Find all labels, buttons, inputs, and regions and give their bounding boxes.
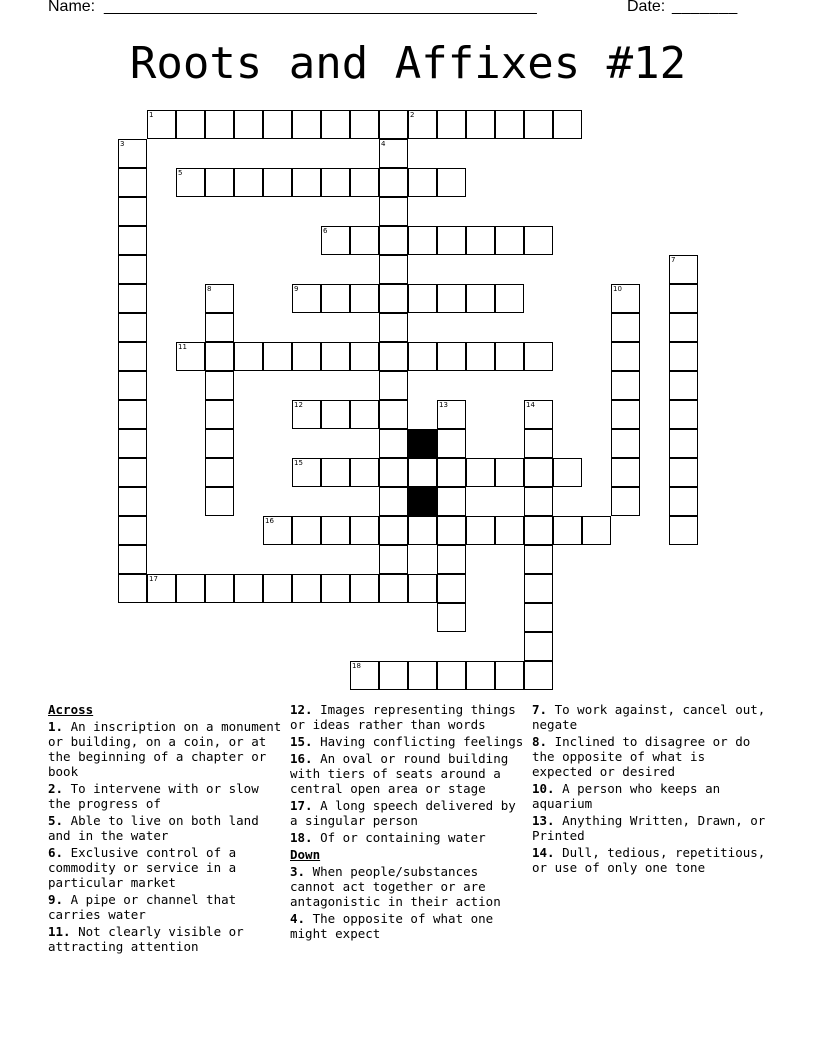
clue-number: 6 xyxy=(323,227,328,235)
grid-cell[interactable] xyxy=(669,487,698,516)
grid-cell[interactable] xyxy=(176,574,205,603)
grid-cell[interactable] xyxy=(669,313,698,342)
grid-cell[interactable] xyxy=(495,284,524,313)
grid-cell[interactable] xyxy=(408,342,437,371)
grid-cell[interactable] xyxy=(437,342,466,371)
grid-cell[interactable] xyxy=(495,458,524,487)
grid-cell[interactable] xyxy=(234,168,263,197)
grid-cell[interactable] xyxy=(408,516,437,545)
grid-cell[interactable] xyxy=(350,168,379,197)
clue-number: 5 xyxy=(178,169,183,177)
grid-cell[interactable] xyxy=(524,487,553,516)
grid-cell[interactable] xyxy=(118,139,147,168)
grid-cell[interactable] xyxy=(118,458,147,487)
grid-cell[interactable] xyxy=(524,342,553,371)
grid-cell[interactable] xyxy=(437,574,466,603)
grid-cell[interactable] xyxy=(524,574,553,603)
grid-cell[interactable] xyxy=(524,226,553,255)
grid-cell[interactable] xyxy=(669,458,698,487)
grid-cell[interactable] xyxy=(524,661,553,690)
grid-cell[interactable] xyxy=(466,226,495,255)
grid-cell[interactable] xyxy=(524,458,553,487)
grid-cell[interactable] xyxy=(292,400,321,429)
grid-cell[interactable] xyxy=(350,284,379,313)
grid-cell[interactable] xyxy=(350,458,379,487)
grid-cell[interactable] xyxy=(205,487,234,516)
grid-cell[interactable] xyxy=(292,110,321,139)
grid-cell[interactable] xyxy=(437,429,466,458)
clue-number: 17 xyxy=(149,575,158,583)
grid-cell[interactable] xyxy=(408,110,437,139)
grid-cell[interactable] xyxy=(466,110,495,139)
grid-cell[interactable] xyxy=(408,168,437,197)
clue-across-9: 9. A pipe or channel that carries water xyxy=(48,892,237,922)
clue-across-5: 5. Able to live on both land and in the water xyxy=(48,813,259,843)
grid-cell[interactable] xyxy=(321,574,350,603)
grid-cell[interactable] xyxy=(495,226,524,255)
grid-cell[interactable] xyxy=(292,574,321,603)
grid-cell[interactable] xyxy=(437,110,466,139)
grid-cell[interactable] xyxy=(524,429,553,458)
clue-number: 12 xyxy=(294,401,303,409)
grid-cell[interactable] xyxy=(379,313,408,342)
grid-cell[interactable] xyxy=(205,371,234,400)
grid-cell[interactable] xyxy=(321,110,350,139)
grid-cell[interactable] xyxy=(669,371,698,400)
grid-cell[interactable] xyxy=(437,487,466,516)
grid-cell[interactable] xyxy=(205,429,234,458)
black-square xyxy=(408,429,437,458)
grid-cell[interactable] xyxy=(176,110,205,139)
grid-cell[interactable] xyxy=(408,284,437,313)
grid-cell[interactable] xyxy=(379,226,408,255)
grid-cell[interactable] xyxy=(379,545,408,574)
grid-cell[interactable] xyxy=(437,661,466,690)
grid-cell[interactable] xyxy=(176,168,205,197)
grid-cell[interactable] xyxy=(611,284,640,313)
grid-cell[interactable] xyxy=(118,574,147,603)
clue-across-6: 6. Exclusive control of a commodity or service in a particular market xyxy=(48,845,237,890)
grid-cell[interactable] xyxy=(292,342,321,371)
grid-cell[interactable] xyxy=(611,313,640,342)
grid-cell[interactable] xyxy=(234,110,263,139)
grid-cell[interactable] xyxy=(379,139,408,168)
clue-across-17: 17. A long speech delivered by a singular person xyxy=(290,798,516,828)
grid-cell[interactable] xyxy=(321,516,350,545)
clue-across-11: 11. Not clearly visible or attracting attention xyxy=(48,924,244,954)
grid-cell[interactable] xyxy=(466,516,495,545)
grid-cell[interactable] xyxy=(466,458,495,487)
grid-cell[interactable] xyxy=(205,342,234,371)
grid-cell[interactable] xyxy=(205,458,234,487)
grid-cell[interactable] xyxy=(437,545,466,574)
name-label: Name: xyxy=(48,0,96,15)
grid-cell[interactable] xyxy=(379,487,408,516)
grid-cell[interactable] xyxy=(669,429,698,458)
grid-cell[interactable] xyxy=(205,284,234,313)
grid-cell[interactable] xyxy=(495,661,524,690)
clue-number: 9 xyxy=(294,285,299,293)
grid-cell[interactable] xyxy=(495,516,524,545)
grid-cell[interactable] xyxy=(263,342,292,371)
grid-cell[interactable] xyxy=(466,661,495,690)
clue-down-13: 13. Anything Written, Drawn, or Printed xyxy=(532,813,766,843)
grid-cell[interactable] xyxy=(669,342,698,371)
grid-cell[interactable] xyxy=(263,516,292,545)
clue-down-8: 8. Inclined to disagree or do the opposite of what is expected or desired xyxy=(532,734,751,779)
grid-cell[interactable] xyxy=(350,342,379,371)
grid-cell[interactable] xyxy=(379,458,408,487)
grid-cell[interactable] xyxy=(669,284,698,313)
grid-cell[interactable] xyxy=(408,574,437,603)
clue-down-4: 4. The opposite of what one might expect xyxy=(290,911,494,941)
clue-number: 1 xyxy=(149,111,154,119)
clue-down-7: 7. To work against, cancel out, negate xyxy=(532,702,766,732)
grid-cell[interactable] xyxy=(553,516,582,545)
grid-cell[interactable] xyxy=(379,110,408,139)
clue-number: 13 xyxy=(439,401,448,409)
clue-down-14: 14. Dull, tedious, repetitious, or use of only one tone xyxy=(532,845,766,875)
clues-column-2 xyxy=(290,702,530,943)
grid-cell[interactable] xyxy=(205,168,234,197)
grid-cell[interactable] xyxy=(379,661,408,690)
grid-cell[interactable] xyxy=(205,400,234,429)
grid-cell[interactable] xyxy=(118,400,147,429)
clue-number: 14 xyxy=(526,401,535,409)
grid-cell[interactable] xyxy=(611,400,640,429)
grid-cell[interactable] xyxy=(611,429,640,458)
grid-cell[interactable] xyxy=(669,400,698,429)
grid-cell[interactable] xyxy=(350,226,379,255)
grid-cell[interactable] xyxy=(321,168,350,197)
grid-cell[interactable] xyxy=(437,168,466,197)
clue-down-3: 3. When people/substances cannot act together or are antagonistic in their action xyxy=(290,864,501,909)
grid-cell[interactable] xyxy=(321,400,350,429)
across-heading: Across xyxy=(48,702,94,717)
grid-cell[interactable] xyxy=(379,516,408,545)
grid-cell[interactable] xyxy=(582,516,611,545)
clue-across-18: 18. Of or containing water xyxy=(290,830,486,845)
grid-cell[interactable] xyxy=(408,661,437,690)
clue-across-1: 1. An inscription on a monument or building, on a coin, or at the beginning of a chapter or book xyxy=(48,719,282,779)
grid-cell[interactable] xyxy=(118,284,147,313)
clue-number: 10 xyxy=(613,285,622,293)
grid-cell[interactable] xyxy=(611,371,640,400)
grid-cell[interactable] xyxy=(118,487,147,516)
clue-across-16: 16. An oval or round building with tiers of seats around a central open area or stage xyxy=(290,751,509,796)
grid-cell[interactable] xyxy=(466,284,495,313)
grid-cell[interactable] xyxy=(118,197,147,226)
clue-number: 16 xyxy=(265,517,274,525)
black-square xyxy=(408,487,437,516)
clue-across-15: 15. Having conflicting feelings xyxy=(290,734,524,749)
grid-cell[interactable] xyxy=(437,458,466,487)
grid-cell[interactable] xyxy=(118,429,147,458)
grid-cell[interactable] xyxy=(292,284,321,313)
grid-cell[interactable] xyxy=(379,574,408,603)
grid-cell[interactable] xyxy=(205,313,234,342)
grid-cell[interactable] xyxy=(379,197,408,226)
grid-cell[interactable] xyxy=(379,371,408,400)
grid-cell[interactable] xyxy=(321,458,350,487)
grid-cell[interactable] xyxy=(263,168,292,197)
clues-column-3 xyxy=(532,702,772,877)
grid-cell[interactable] xyxy=(379,168,408,197)
grid-cell[interactable] xyxy=(350,661,379,690)
clue-number: 15 xyxy=(294,459,303,467)
grid-cell[interactable] xyxy=(321,284,350,313)
grid-cell[interactable] xyxy=(292,458,321,487)
grid-cell[interactable] xyxy=(437,226,466,255)
grid-cell[interactable] xyxy=(118,516,147,545)
grid-cell[interactable] xyxy=(669,255,698,284)
grid-cell[interactable] xyxy=(379,342,408,371)
grid-cell[interactable] xyxy=(524,110,553,139)
grid-cell[interactable] xyxy=(321,342,350,371)
grid-cell[interactable] xyxy=(205,574,234,603)
grid-cell[interactable] xyxy=(437,516,466,545)
grid-cell[interactable] xyxy=(205,110,234,139)
grid-cell[interactable] xyxy=(553,458,582,487)
grid-cell[interactable] xyxy=(466,342,495,371)
grid-cell[interactable] xyxy=(611,342,640,371)
clue-number: 7 xyxy=(671,256,676,264)
grid-cell[interactable] xyxy=(118,255,147,284)
grid-cell[interactable] xyxy=(437,603,466,632)
grid-cell[interactable] xyxy=(292,516,321,545)
grid-cell[interactable] xyxy=(350,574,379,603)
grid-cell[interactable] xyxy=(234,342,263,371)
grid-cell[interactable] xyxy=(408,458,437,487)
grid-cell[interactable] xyxy=(118,313,147,342)
date-label: Date: xyxy=(627,0,666,15)
clue-number: 8 xyxy=(207,285,212,293)
grid-cell[interactable] xyxy=(524,545,553,574)
grid-cell[interactable] xyxy=(495,342,524,371)
grid-cell[interactable] xyxy=(437,400,466,429)
clue-down-10: 10. A person who keeps an aquarium xyxy=(532,781,721,811)
grid-cell[interactable] xyxy=(669,516,698,545)
grid-cell[interactable] xyxy=(118,371,147,400)
grid-cell[interactable] xyxy=(524,516,553,545)
grid-cell[interactable] xyxy=(611,458,640,487)
grid-cell[interactable] xyxy=(321,226,350,255)
down-heading: Down xyxy=(290,847,321,862)
grid-cell[interactable] xyxy=(263,574,292,603)
clue-number: 2 xyxy=(410,111,415,119)
clue-across-2: 2. To intervene with or slow the progress of xyxy=(48,781,259,811)
grid-cell[interactable] xyxy=(379,429,408,458)
grid-cell[interactable] xyxy=(118,226,147,255)
grid-cell[interactable] xyxy=(379,284,408,313)
grid-cell[interactable] xyxy=(234,574,263,603)
grid-cell[interactable] xyxy=(118,545,147,574)
grid-cell[interactable] xyxy=(176,342,205,371)
clue-number: 4 xyxy=(381,140,386,148)
clue-number: 3 xyxy=(120,140,125,148)
grid-cell[interactable] xyxy=(263,110,292,139)
grid-cell[interactable] xyxy=(350,400,379,429)
grid-cell[interactable] xyxy=(524,603,553,632)
clue-number: 18 xyxy=(352,662,361,670)
grid-cell[interactable] xyxy=(147,110,176,139)
grid-cell[interactable] xyxy=(147,574,176,603)
grid-cell[interactable] xyxy=(350,516,379,545)
grid-cell[interactable] xyxy=(495,110,524,139)
grid-cell[interactable] xyxy=(292,168,321,197)
clue-across-12: 12. Images representing things or ideas rather than words xyxy=(290,702,516,732)
grid-cell[interactable] xyxy=(524,632,553,661)
grid-cell[interactable] xyxy=(611,487,640,516)
grid-cell[interactable] xyxy=(379,400,408,429)
grid-cell[interactable] xyxy=(437,284,466,313)
clues-column-1 xyxy=(48,702,288,956)
page-title: Roots and Affixes #12 xyxy=(129,38,687,89)
grid-cell[interactable] xyxy=(118,168,147,197)
grid-cell[interactable] xyxy=(118,342,147,371)
grid-cell[interactable] xyxy=(350,110,379,139)
grid-cell[interactable] xyxy=(524,400,553,429)
name-line[interactable]: ______________________________________________________ xyxy=(104,0,536,15)
grid-cell[interactable] xyxy=(379,255,408,284)
grid-cell[interactable] xyxy=(553,110,582,139)
grid-cell[interactable] xyxy=(408,226,437,255)
date-line[interactable]: _______ xyxy=(672,0,738,15)
clue-number: 11 xyxy=(178,343,187,351)
